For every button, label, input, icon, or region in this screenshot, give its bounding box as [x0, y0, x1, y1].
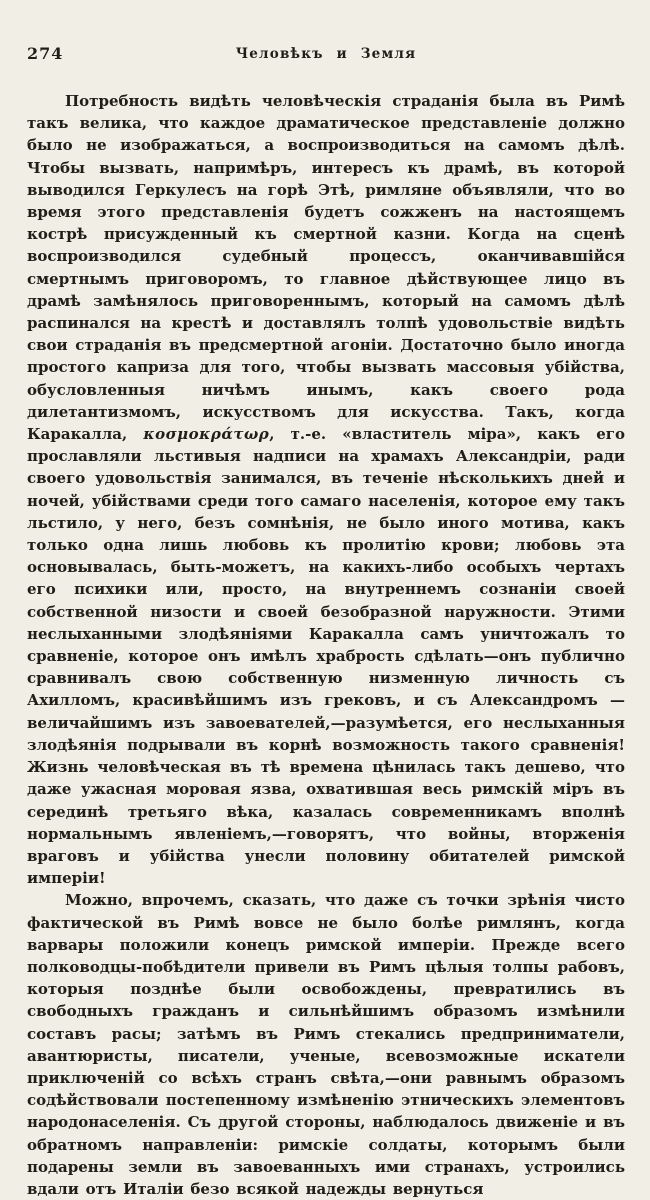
- paragraph-1-text-continued: , т.-е. «властитель міра», какъ его прославляли льстивыя надписи на храмахъ Александріи, ради своего удовольствія занимался, въ теченіе нѣсколькихъ дней и ночей, убійствами среди того самаго населенія, которое ему такъ льстило, у него, безъ сомнѣнія, не было иного мотива, какъ только одна лишь любовь къ пролитію крови; любовь эта основывалась, быть-можетъ, на какихъ-либо особыхъ чертахъ его психики или, просто, на внутреннемъ сознаніи своей собственной низости и своей безобразной наружности. Этими неслыханными злодѣяніями Каракалла самъ уничтожалъ то сравненіе, которое онъ имѣлъ храбрость сдѣлать—онъ публично сравнивалъ свою собственную низменную личность съ Ахилломъ, красивѣйшимъ изъ грековъ, и съ Александромъ — величайшимъ изъ завоевателей,—разумѣется, его неслыханныя злодѣянія подрывали въ корнѣ возможность такого сравненія! Жизнь человѣческая въ тѣ времена цѣнилась такъ дешево, что даже ужасная моровая язва, охватившая весь римскій міръ въ серединѣ третьяго вѣка, казалась современникамъ вполнѣ нормальнымъ явленіемъ,—говорятъ, что войны, вторженія враговъ и убійства унесли половину обитателей римской имперіи!: [27, 425, 625, 888]
- paragraph-1: [27, 90, 625, 889]
- text-block: [27, 90, 625, 1200]
- greek-term: κοσμοκράτωρ: [143, 425, 270, 444]
- running-title: Человѣкъ и Земля: [235, 46, 417, 62]
- page-number: 274: [27, 44, 64, 63]
- page-header: [27, 44, 625, 66]
- paragraph-2: Можно, впрочемъ, сказать, что даже съ точки зрѣнія чисто фактической въ Римѣ вовсе не было болѣе римлянъ, когда варвары положили конецъ римской имперіи. Прежде всего полководцы-побѣдители привели въ Римъ цѣлыя толпы рабовъ, которыя позднѣе были освобождены, превратились въ свободныхъ гражданъ и сильнѣйшимъ образомъ измѣнили составъ расы; затѣмъ въ Римъ стекались предприниматели, авантюристы, писатели, ученые, всевозможные искатели приключеній со всѣхъ странъ свѣта,—они равнымъ образомъ содѣйствовали постепенному измѣненію этническихъ элементовъ народонаселенія. Съ другой стороны, наблюдалось движеніе и въ обратномъ направленіи: римскіе солдаты, которымъ были подарены земли въ завоеванныхъ ими странахъ, устроились вдали отъ Италіи безо всякой надежды вернуться: [27, 891, 625, 1198]
- paragraph-1-text: Потребность видѣть человѣческія страданія была въ Римѣ такъ велика, что каждое драматическое представленіе должно было не изображаться, а воспроизводиться на самомъ дѣлѣ. Чтобы вызвать, напримѣръ, интересъ къ драмѣ, въ которой выводился Геркулесъ на горѣ Этѣ, римляне объявляли, что во время этого представленія будетъ сожженъ на настоящемъ кострѣ присужденный къ смертной казни. Когда на сценѣ воспроизводился судебный процессъ, оканчивавшійся смертнымъ приговоромъ, то главное дѣйствующее лицо въ драмѣ замѣнялось приговореннымъ, который на самомъ дѣлѣ распинался на крестѣ и доставлялъ толпѣ удовольствіе видѣть свои страданія въ предсмертной агоніи. Достаточно было иногда простого каприза для того, чтобы вызвать массовыя убійства, обусловленныя ничѣмъ инымъ, какъ своего рода дилетантизмомъ, искусствомъ для искусства. Такъ, когда Каракалла,: [27, 92, 625, 444]
